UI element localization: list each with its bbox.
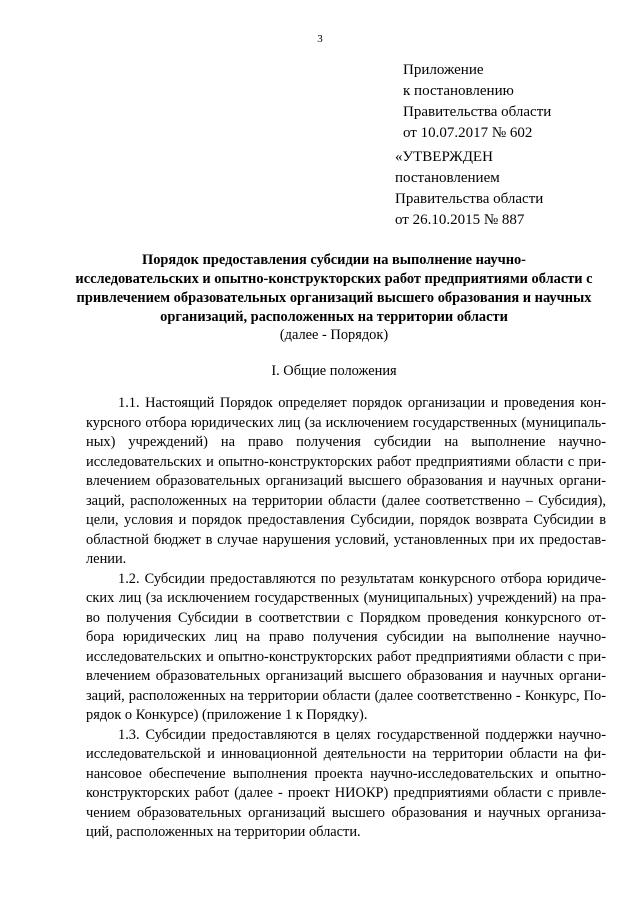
appendix-line: от 10.07.2017 № 602 bbox=[403, 125, 533, 141]
paragraph-line: 1.1. Настоящий Порядок определяет порядок организации и проведения кон- bbox=[118, 395, 606, 411]
paragraph-line: цели, условия и порядок предоставления Субсидии, порядок возврата Субсидии в bbox=[86, 512, 606, 528]
paragraph-line: исследовательских и опытно-конструкторских работ предприятиями области с при- bbox=[86, 648, 606, 665]
paragraph-line: заций, расположенных на территории области (далее соответственно – Субсидия), bbox=[86, 492, 606, 509]
paragraph-line: исследовательских и опытно-конструкторских работ предприятиями области с при- bbox=[86, 453, 606, 470]
paragraph-line: конструкторских работ (далее - проект НИОКР) предприятиями области с привле- bbox=[86, 785, 606, 801]
appendix-block bbox=[403, 60, 551, 144]
title-line: привлечением образовательных организаций высшего образования и научных bbox=[76, 290, 592, 306]
appendix-line: Приложение bbox=[403, 62, 484, 78]
paragraph-1-3 bbox=[86, 726, 606, 843]
paragraph-1-2 bbox=[86, 570, 606, 726]
paragraph-line: бора юридических лиц на право получения субсидии на выполнение научно- bbox=[86, 629, 606, 645]
paragraph-line: ций, расположенных на территории области. bbox=[86, 824, 361, 840]
paragraph-line: влечением образовательных организаций высшего образования и научных органи- bbox=[86, 473, 606, 489]
document-subtitle: (далее - Порядок) bbox=[279, 327, 389, 343]
paragraph-1-1 bbox=[86, 394, 606, 570]
title-line: организаций, расположенных на территории области bbox=[160, 309, 508, 325]
document-body bbox=[86, 394, 606, 843]
appendix-line: Правительства области bbox=[403, 104, 552, 120]
paragraph-line: ских лиц (за исключением государственных (муниципальных) учреждений) на пра- bbox=[86, 590, 606, 606]
paragraph-line: влечением образовательных организаций высшего образования и научных органи- bbox=[86, 668, 606, 684]
paragraph-line: во получения Субсидии в соответствии с Порядком проведения конкурсного от- bbox=[86, 609, 606, 626]
approval-line: «УТВЕРЖДЕН bbox=[395, 149, 493, 165]
document-title bbox=[54, 251, 614, 327]
paragraph-line: исследовательской и инновационной деятельности на территории области на фи- bbox=[86, 746, 606, 762]
paragraph-line: курсного отбора юридических лиц (за исключением государственных (муниципаль- bbox=[86, 414, 606, 431]
paragraph-line: областной бюджет в случае нарушения условий, установленных при их предостав- bbox=[86, 531, 606, 548]
paragraph-line: нансовое обеспечение выполнения проекта научно-исследовательских и опытно- bbox=[86, 765, 606, 782]
appendix-line: к постановлению bbox=[403, 83, 514, 99]
paragraph-line: ных) учреждений) на право получения субсидии на выполнение научно- bbox=[86, 434, 606, 450]
paragraph-line: лении. bbox=[86, 551, 127, 567]
approval-line: постановлением bbox=[395, 170, 500, 186]
approval-line: Правительства области bbox=[395, 191, 544, 207]
paragraph-line: 1.3. Субсидии предоставляются в целях государственной поддержки научно- bbox=[118, 726, 606, 743]
section-heading: I. Общие положения bbox=[271, 363, 397, 379]
title-line: Порядок предоставления субсидии на выполнение научно- bbox=[142, 252, 526, 268]
paragraph-line: рядок о Конкурсе) (приложение 1 к Порядку). bbox=[86, 707, 368, 723]
paragraph-line: 1.2. Субсидии предоставляются по результатам конкурсного отбора юридиче- bbox=[118, 570, 606, 587]
approval-line: от 26.10.2015 № 887 bbox=[395, 212, 525, 228]
paragraph-line: чением образовательных организаций высшего образования и научных организа- bbox=[86, 804, 606, 821]
approval-block bbox=[395, 147, 543, 231]
title-line: исследовательских и опытно-конструкторских работ предприятиями области с bbox=[75, 271, 593, 287]
paragraph-line: заций, расположенных на территории области (далее соответственно - Конкурс, По- bbox=[86, 687, 606, 704]
page-number: 3 bbox=[317, 33, 323, 45]
